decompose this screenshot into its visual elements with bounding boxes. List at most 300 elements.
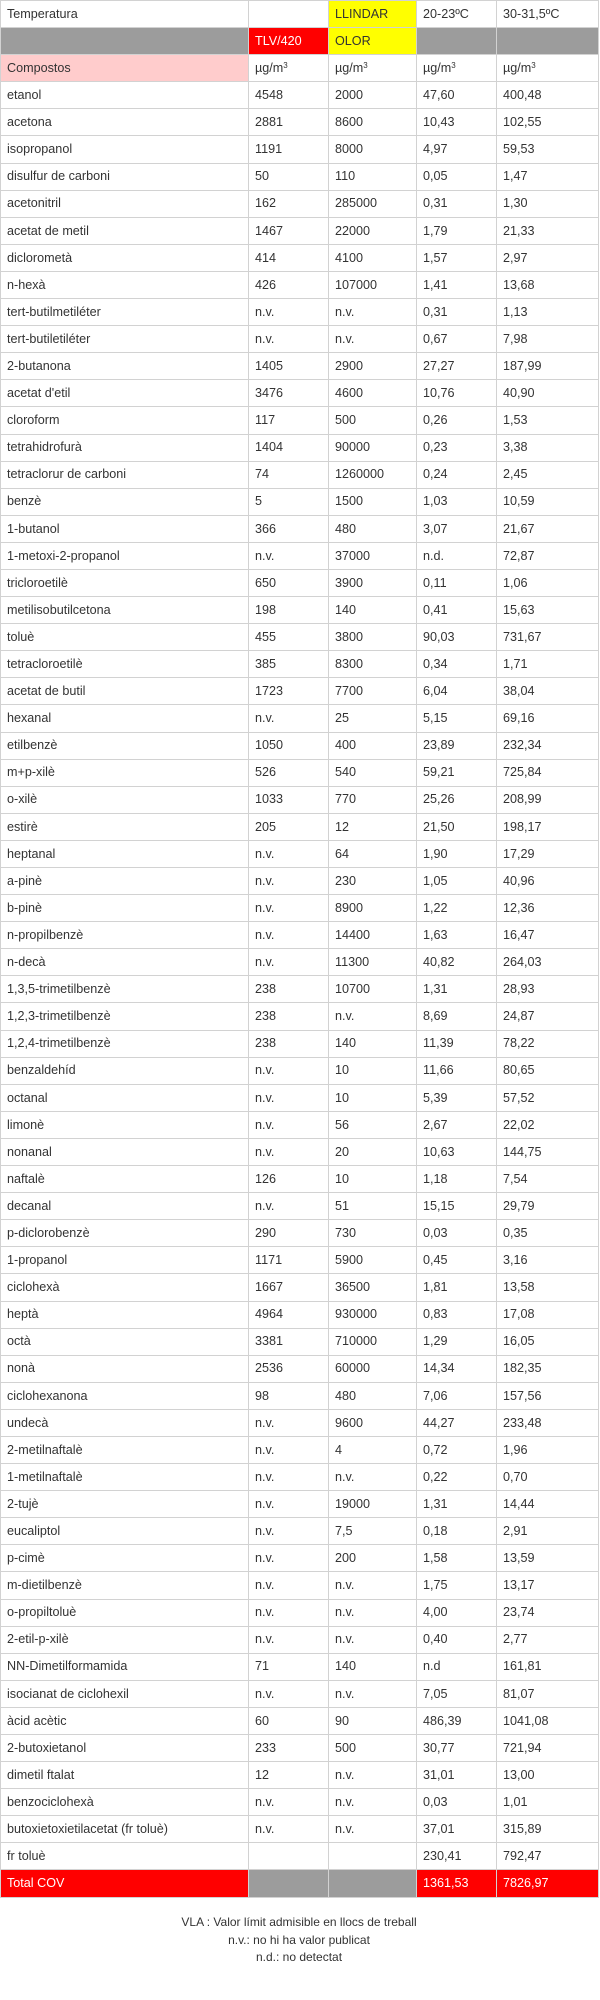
odor-threshold-value: n.v.: [329, 1572, 417, 1599]
table-row: [1, 1545, 599, 1572]
concentration-30-31: 1041,08: [497, 1707, 599, 1734]
table-row: [1, 1030, 599, 1057]
tlv-value: n.v.: [249, 705, 329, 732]
compound-name: hexanal: [1, 705, 249, 732]
compound-name: estirè: [1, 813, 249, 840]
concentration-20-23: 23,89: [417, 732, 497, 759]
tlv-value: n.v.: [249, 922, 329, 949]
table-row: [1, 1464, 599, 1491]
compound-name: acetonitril: [1, 190, 249, 217]
compound-name: n-propilbenzè: [1, 922, 249, 949]
concentration-20-23: 10,43: [417, 109, 497, 136]
odor-threshold-value: 710000: [329, 1328, 417, 1355]
tlv-value: n.v.: [249, 1545, 329, 1572]
concentration-30-31: 1,47: [497, 163, 599, 190]
concentration-30-31: 17,08: [497, 1301, 599, 1328]
compound-name: ciclohexanona: [1, 1382, 249, 1409]
concentration-30-31: 2,77: [497, 1626, 599, 1653]
concentration-30-31: 13,17: [497, 1572, 599, 1599]
header-row-units: [1, 55, 599, 82]
tlv-value: 290: [249, 1220, 329, 1247]
compound-name: octà: [1, 1328, 249, 1355]
odor-threshold-value: 2900: [329, 353, 417, 380]
compound-name: o-propiltoluè: [1, 1599, 249, 1626]
concentration-20-23: 1,41: [417, 271, 497, 298]
compound-name: 1,3,5-trimetilbenzè: [1, 976, 249, 1003]
tlv-value: n.v.: [249, 1572, 329, 1599]
table-row: [1, 569, 599, 596]
tlv-value: 74: [249, 461, 329, 488]
odor-threshold-value: 480: [329, 515, 417, 542]
tlv-value: 1050: [249, 732, 329, 759]
compound-name: acetona: [1, 109, 249, 136]
header-row-limits: [1, 28, 599, 55]
tlv-value: n.v.: [249, 1409, 329, 1436]
table-row: [1, 976, 599, 1003]
tlv-value: 50: [249, 163, 329, 190]
total-value-30-31: 7826,97: [497, 1870, 599, 1897]
odor-threshold-value: 540: [329, 759, 417, 786]
table-row: [1, 244, 599, 271]
table-row: [1, 1436, 599, 1463]
concentration-30-31: 1,06: [497, 569, 599, 596]
table-row: [1, 1301, 599, 1328]
table-row: [1, 299, 599, 326]
table-row: [1, 1653, 599, 1680]
compound-name: b-pinè: [1, 895, 249, 922]
concentration-30-31: 13,00: [497, 1762, 599, 1789]
concentration-20-23: 0,03: [417, 1789, 497, 1816]
concentration-30-31: 208,99: [497, 786, 599, 813]
compound-name: benzociclohexà: [1, 1789, 249, 1816]
concentration-20-23: 10,76: [417, 380, 497, 407]
table-row: [1, 190, 599, 217]
compound-name: ciclohexà: [1, 1274, 249, 1301]
concentration-20-23: 1,81: [417, 1274, 497, 1301]
table-row: [1, 1599, 599, 1626]
tlv-value: n.v.: [249, 1491, 329, 1518]
concentration-20-23: 1,03: [417, 488, 497, 515]
table-row: [1, 1138, 599, 1165]
tlv-value: 385: [249, 651, 329, 678]
grey-cell: [329, 1870, 417, 1897]
concentration-20-23: 47,60: [417, 82, 497, 109]
concentration-20-23: 5,15: [417, 705, 497, 732]
compound-name: 1,2,3-trimetilbenzè: [1, 1003, 249, 1030]
concentration-20-23: 90,03: [417, 624, 497, 651]
tlv-value: 1404: [249, 434, 329, 461]
tlv-value: 60: [249, 1707, 329, 1734]
concentration-30-31: 81,07: [497, 1680, 599, 1707]
legend: [0, 1914, 598, 1967]
tlv-value: 526: [249, 759, 329, 786]
unit-exponent: 3: [283, 60, 288, 70]
concentration-20-23: 0,67: [417, 326, 497, 353]
compound-name: 1,2,4-trimetilbenzè: [1, 1030, 249, 1057]
concentration-30-31: 1,01: [497, 1789, 599, 1816]
odor-threshold-value: 400: [329, 732, 417, 759]
concentration-30-31: 792,47: [497, 1843, 599, 1870]
compound-name: a-pinè: [1, 868, 249, 895]
table-row: [1, 1762, 599, 1789]
odor-threshold-value: n.v.: [329, 299, 417, 326]
tlv-value: 12: [249, 1762, 329, 1789]
odor-threshold-value: n.v.: [329, 1762, 417, 1789]
compound-name: tert-butilmetiléter: [1, 299, 249, 326]
table-row: [1, 542, 599, 569]
table-row: [1, 1247, 599, 1274]
compound-name: decanal: [1, 1193, 249, 1220]
compound-name: benzè: [1, 488, 249, 515]
concentration-30-31: 7,98: [497, 326, 599, 353]
concentration-30-31: 400,48: [497, 82, 599, 109]
table-row: [1, 1707, 599, 1734]
tlv-value: 455: [249, 624, 329, 651]
concentration-20-23: 0,34: [417, 651, 497, 678]
concentration-30-31: 15,63: [497, 597, 599, 624]
concentration-30-31: 23,74: [497, 1599, 599, 1626]
concentration-20-23: n.d.: [417, 542, 497, 569]
odor-threshold-value: 140: [329, 1030, 417, 1057]
odor-threshold-value: 25: [329, 705, 417, 732]
tlv-value: n.v.: [249, 326, 329, 353]
concentration-30-31: 16,05: [497, 1328, 599, 1355]
odor-threshold-value: [329, 1843, 417, 1870]
table-row: [1, 1328, 599, 1355]
concentration-20-23: 59,21: [417, 759, 497, 786]
concentration-30-31: 2,91: [497, 1518, 599, 1545]
odor-threshold-value: n.v.: [329, 326, 417, 353]
compound-name: butoxietoxietilacetat (fr toluè): [1, 1816, 249, 1843]
tlv-value: 233: [249, 1735, 329, 1762]
table-row: [1, 1274, 599, 1301]
concentration-20-23: 0,26: [417, 407, 497, 434]
table-row: [1, 1382, 599, 1409]
concentration-20-23: 0,05: [417, 163, 497, 190]
odor-threshold-value: 930000: [329, 1301, 417, 1328]
unit-cell: [417, 55, 497, 82]
odor-threshold-value: 3900: [329, 569, 417, 596]
tlv-value: 2536: [249, 1355, 329, 1382]
compound-name: tetrahidrofurà: [1, 434, 249, 461]
tlv-value: n.v.: [249, 1436, 329, 1463]
tlv-value: n.v.: [249, 299, 329, 326]
concentration-20-23: 4,00: [417, 1599, 497, 1626]
concentration-20-23: 1,75: [417, 1572, 497, 1599]
compound-name: tert-butiletiléter: [1, 326, 249, 353]
compound-name: tetracloroetilè: [1, 651, 249, 678]
odor-threshold-value: 5900: [329, 1247, 417, 1274]
legend-line: VLA : Valor límit admisible en llocs de treball: [181, 1915, 417, 1929]
table-row: [1, 326, 599, 353]
compound-name: p-cimè: [1, 1545, 249, 1572]
odor-threshold-value: 19000: [329, 1491, 417, 1518]
odor-threshold-value: 500: [329, 407, 417, 434]
odor-threshold-value: 64: [329, 840, 417, 867]
concentration-30-31: 1,30: [497, 190, 599, 217]
concentration-20-23: 11,39: [417, 1030, 497, 1057]
tlv-value: n.v.: [249, 1057, 329, 1084]
odor-threshold-value: 8000: [329, 136, 417, 163]
concentration-30-31: 102,55: [497, 109, 599, 136]
compound-name: o-xilè: [1, 786, 249, 813]
table-row: [1, 1789, 599, 1816]
table-row: [1, 1572, 599, 1599]
concentration-20-23: 0,11: [417, 569, 497, 596]
tlv-value: 238: [249, 1030, 329, 1057]
tlv-value: n.v.: [249, 1680, 329, 1707]
concentration-20-23: 3,07: [417, 515, 497, 542]
concentration-30-31: 144,75: [497, 1138, 599, 1165]
concentration-20-23: 0,40: [417, 1626, 497, 1653]
unit-exponent: 3: [531, 60, 536, 70]
concentration-20-23: 6,04: [417, 678, 497, 705]
concentration-30-31: 198,17: [497, 813, 599, 840]
odor-threshold-value: 200: [329, 1545, 417, 1572]
concentration-20-23: 1,31: [417, 1491, 497, 1518]
table-row: [1, 1735, 599, 1762]
table-row: [1, 895, 599, 922]
concentration-20-23: 8,69: [417, 1003, 497, 1030]
compound-name: toluè: [1, 624, 249, 651]
compound-name: m+p-xilè: [1, 759, 249, 786]
concentration-20-23: 1,79: [417, 217, 497, 244]
compound-name: acetat de butil: [1, 678, 249, 705]
tlv-value: n.v.: [249, 895, 329, 922]
concentration-20-23: 37,01: [417, 1816, 497, 1843]
concentration-30-31: 17,29: [497, 840, 599, 867]
concentration-30-31: 78,22: [497, 1030, 599, 1057]
concentration-20-23: 0,45: [417, 1247, 497, 1274]
compound-name: 1-metoxi-2-propanol: [1, 542, 249, 569]
compound-name: octanal: [1, 1084, 249, 1111]
table-row: [1, 461, 599, 488]
compound-name: n-hexà: [1, 271, 249, 298]
table-row: [1, 678, 599, 705]
compound-name: acetat de metil: [1, 217, 249, 244]
grey-cell: [497, 28, 599, 55]
compound-name: m-dietilbenzè: [1, 1572, 249, 1599]
threshold-label: LLINDAR: [329, 1, 417, 28]
concentration-20-23: 1,63: [417, 922, 497, 949]
grey-cell: [417, 28, 497, 55]
tlv-value: n.v.: [249, 1518, 329, 1545]
concentration-30-31: 0,35: [497, 1220, 599, 1247]
odor-threshold-value: 7700: [329, 678, 417, 705]
unit-text: µg/m: [503, 60, 532, 75]
table-row: [1, 949, 599, 976]
table-row: [1, 1111, 599, 1138]
concentration-20-23: 44,27: [417, 1409, 497, 1436]
table-row: [1, 1409, 599, 1436]
compound-name: disulfur de carboni: [1, 163, 249, 190]
compound-name: 1-propanol: [1, 1247, 249, 1274]
table-row: [1, 1680, 599, 1707]
odor-threshold-value: 500: [329, 1735, 417, 1762]
concentration-30-31: 40,96: [497, 868, 599, 895]
tlv-value: 3476: [249, 380, 329, 407]
compound-name: 2-tujè: [1, 1491, 249, 1518]
odor-threshold-value: 2000: [329, 82, 417, 109]
compound-name: 2-etil-p-xilè: [1, 1626, 249, 1653]
unit-exponent: 3: [363, 60, 368, 70]
odor-threshold-value: 8600: [329, 109, 417, 136]
tlv-value: n.v.: [249, 1816, 329, 1843]
tlv-value: n.v.: [249, 1626, 329, 1653]
concentration-30-31: 2,97: [497, 244, 599, 271]
odor-threshold-value: 10: [329, 1084, 417, 1111]
tlv-value: 3381: [249, 1328, 329, 1355]
tlv-value: 650: [249, 569, 329, 596]
odor-threshold-value: 10: [329, 1057, 417, 1084]
concentration-30-31: 187,99: [497, 353, 599, 380]
tlv-value: 1033: [249, 786, 329, 813]
tlv-value: n.v.: [249, 1084, 329, 1111]
total-value-20-23: 1361,53: [417, 1870, 497, 1897]
table-row: [1, 813, 599, 840]
grey-cell: [1, 28, 249, 55]
tlv-value: 1171: [249, 1247, 329, 1274]
tlv-value: 198: [249, 597, 329, 624]
concentration-30-31: 12,36: [497, 895, 599, 922]
table-row: [1, 1193, 599, 1220]
concentration-30-31: 721,94: [497, 1735, 599, 1762]
concentration-30-31: 69,16: [497, 705, 599, 732]
concentration-20-23: 0,83: [417, 1301, 497, 1328]
table-row: [1, 163, 599, 190]
table-row: [1, 217, 599, 244]
concentration-20-23: 7,05: [417, 1680, 497, 1707]
compound-name: benzaldehíd: [1, 1057, 249, 1084]
tlv-value: n.v.: [249, 1193, 329, 1220]
table-row: [1, 597, 599, 624]
compound-name: isopropanol: [1, 136, 249, 163]
compound-name: 2-butoxietanol: [1, 1735, 249, 1762]
tlv-value: 4964: [249, 1301, 329, 1328]
concentration-20-23: 0,72: [417, 1436, 497, 1463]
odor-threshold-value: 90000: [329, 434, 417, 461]
concentration-30-31: 13,58: [497, 1274, 599, 1301]
concentration-20-23: 0,18: [417, 1518, 497, 1545]
odor-threshold-value: 1500: [329, 488, 417, 515]
compound-name: etilbenzè: [1, 732, 249, 759]
table-row: [1, 380, 599, 407]
tlv-value: 162: [249, 190, 329, 217]
odor-threshold-value: 37000: [329, 542, 417, 569]
temperature-range-2: 30-31,5ºC: [497, 1, 599, 28]
concentration-20-23: 1,58: [417, 1545, 497, 1572]
compound-name: heptanal: [1, 840, 249, 867]
table-row: [1, 1220, 599, 1247]
odor-threshold-value: n.v.: [329, 1599, 417, 1626]
concentration-20-23: 0,24: [417, 461, 497, 488]
concentration-20-23: 21,50: [417, 813, 497, 840]
concentration-30-31: 13,68: [497, 271, 599, 298]
concentration-20-23: 15,15: [417, 1193, 497, 1220]
tlv-value: 126: [249, 1166, 329, 1193]
tlv-value: 366: [249, 515, 329, 542]
total-label: Total COV: [1, 1870, 249, 1897]
concentration-30-31: 1,13: [497, 299, 599, 326]
odor-threshold-value: 14400: [329, 922, 417, 949]
tlv-value: 238: [249, 1003, 329, 1030]
table-row: [1, 407, 599, 434]
concentration-30-31: 57,52: [497, 1084, 599, 1111]
temperature-label: Temperatura: [1, 1, 249, 28]
concentration-30-31: 21,67: [497, 515, 599, 542]
table-row: [1, 1518, 599, 1545]
temperature-range-1: 20-23ºC: [417, 1, 497, 28]
tlv-value: 1191: [249, 136, 329, 163]
tlv-value: 1405: [249, 353, 329, 380]
concentration-30-31: 315,89: [497, 1816, 599, 1843]
odor-threshold-value: n.v.: [329, 1789, 417, 1816]
odor-threshold-value: 10: [329, 1166, 417, 1193]
tlv-value: n.v.: [249, 1111, 329, 1138]
table-row: [1, 786, 599, 813]
compound-name: tetraclorur de carboni: [1, 461, 249, 488]
tlv-value: 117: [249, 407, 329, 434]
table-row: [1, 488, 599, 515]
odor-threshold-value: 730: [329, 1220, 417, 1247]
tlv-value: n.v.: [249, 1599, 329, 1626]
table-row: [1, 840, 599, 867]
odor-threshold-value: 230: [329, 868, 417, 895]
odor-threshold-value: n.v.: [329, 1626, 417, 1653]
odor-threshold-value: 9600: [329, 1409, 417, 1436]
odor-threshold-value: 4100: [329, 244, 417, 271]
concentration-20-23: 0,41: [417, 597, 497, 624]
tlv-value: 5: [249, 488, 329, 515]
compound-name: 1-butanol: [1, 515, 249, 542]
odor-threshold-value: 140: [329, 1653, 417, 1680]
concentration-20-23: 11,66: [417, 1057, 497, 1084]
concentration-20-23: 1,31: [417, 976, 497, 1003]
unit-cell: [329, 55, 417, 82]
table-row: [1, 1355, 599, 1382]
tlv-value: 205: [249, 813, 329, 840]
concentration-20-23: 1,57: [417, 244, 497, 271]
concentration-30-31: 725,84: [497, 759, 599, 786]
concentration-20-23: 0,23: [417, 434, 497, 461]
compound-name: NN-Dimetilformamida: [1, 1653, 249, 1680]
concentration-30-31: 233,48: [497, 1409, 599, 1436]
compound-name: 2-butanona: [1, 353, 249, 380]
concentration-30-31: 264,03: [497, 949, 599, 976]
concentration-30-31: 21,33: [497, 217, 599, 244]
concentration-30-31: 1,53: [497, 407, 599, 434]
tlv-value: n.v.: [249, 868, 329, 895]
table-row: [1, 109, 599, 136]
odor-threshold-value: 4600: [329, 380, 417, 407]
table-row: [1, 1626, 599, 1653]
concentration-30-31: 1,96: [497, 1436, 599, 1463]
table-row: [1, 515, 599, 542]
odor-threshold-value: 140: [329, 597, 417, 624]
table-row: [1, 732, 599, 759]
compound-name: undecà: [1, 1409, 249, 1436]
concentration-30-31: 14,44: [497, 1491, 599, 1518]
odor-threshold-value: 36500: [329, 1274, 417, 1301]
empty-cell: [249, 1, 329, 28]
compound-name: isocianat de ciclohexil: [1, 1680, 249, 1707]
concentration-20-23: 230,41: [417, 1843, 497, 1870]
odor-threshold-value: 20: [329, 1138, 417, 1165]
odor-threshold-value: n.v.: [329, 1003, 417, 1030]
concentration-20-23: 0,22: [417, 1464, 497, 1491]
tlv-value: n.v.: [249, 840, 329, 867]
concentration-20-23: 5,39: [417, 1084, 497, 1111]
